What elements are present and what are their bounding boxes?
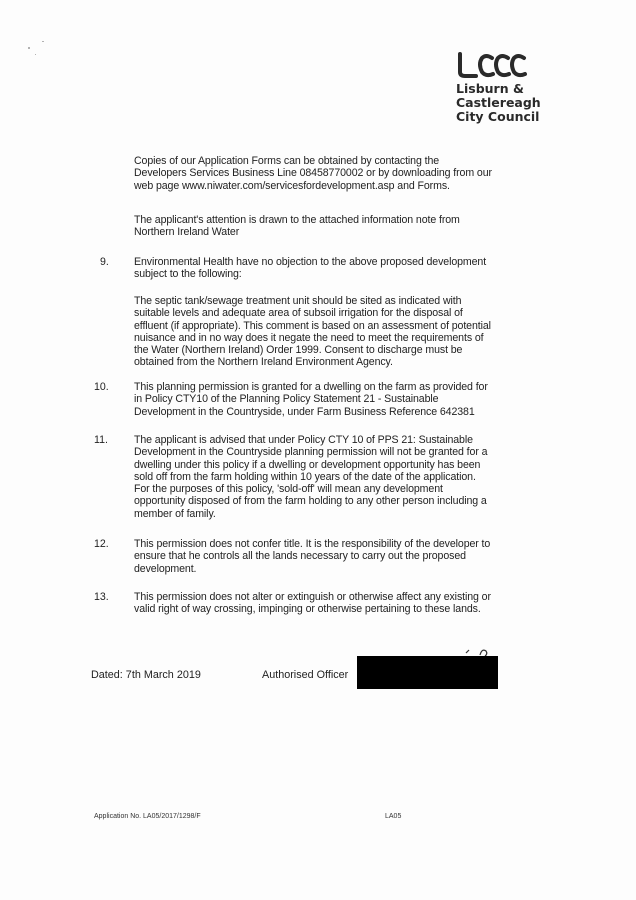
text-line: Copies of our Application Forms can be obtained by contacting the (134, 155, 440, 167)
dated-line: Dated: 7th March 2019 (91, 669, 201, 681)
item-number: 13. (94, 591, 109, 603)
redacted-signature-block (357, 656, 498, 689)
text-line: effluent (if appropriate). This comment is based on an assessment of potential (134, 319, 491, 332)
text-line: Developers Services Business Line 08458770002 or by downloading from our (134, 167, 492, 180)
authorised-officer-label: Authorised Officer (262, 669, 349, 681)
application-number: Application No. LA05/2017/1298/F (94, 813, 201, 820)
text-line: member of family. (134, 507, 216, 520)
text-line: This permission does not alter or extinguish or otherwise affect any existing or (134, 591, 491, 603)
text-line: development. (134, 562, 197, 575)
item-number: 10. (94, 381, 109, 393)
text-line: Northern Ireland Water (134, 226, 240, 239)
item-9-text (134, 256, 534, 281)
text-line: valid right of way crossing, impinging or otherwise pertaining to these lands. (134, 603, 481, 616)
intro-paragraph-ni-water (134, 214, 534, 239)
logo-line-3: City Council (456, 109, 540, 124)
text-line: obtained from the Northern Ireland Environment Agency. (134, 356, 393, 369)
item-number: 11. (94, 434, 108, 446)
intro-paragraph-forms (134, 155, 534, 192)
text-line: suitable levels and adequate area of subsoil irrigation for the disposal of (134, 307, 463, 320)
logo-line-1: Lisburn & (456, 81, 524, 96)
text-line: Environmental Health have no objection to the above proposed development (134, 256, 487, 268)
text-line: dwelling under this policy if a dwelling or development opportunity has been (134, 458, 481, 471)
text-line: nuisance and in no way does it negate the need to meet the requirements of (134, 331, 484, 344)
item-9-sub-paragraph (134, 295, 534, 369)
text-line: The applicant is advised that under Policy CTY 10 of PPS 21: Sustainable (134, 434, 473, 446)
item-11-text (134, 434, 534, 520)
scan-speck (28, 47, 30, 49)
item-number: 9. (100, 256, 109, 268)
text-line: The septic tank/sewage treatment unit should be sited as indicated with (134, 295, 462, 307)
text-line: For the purposes of this policy, 'sold-off' will mean any development (134, 483, 443, 496)
scan-speck (35, 54, 36, 55)
text-line: Development in the Countryside planning permission will not be granted for a (134, 446, 488, 459)
footer-code: LA05 (385, 813, 402, 820)
text-line: ensure that he controls all the lands necessary to carry out the proposed (134, 550, 466, 563)
logo-line-2: Castlereagh (456, 95, 541, 110)
item-13-text (134, 591, 534, 616)
text-line: web page www.niwater.com/servicesfordevelopment.asp and Forms. (134, 179, 450, 192)
text-line: in Policy CTY10 of the Planning Policy Statement 21 - Sustainable (134, 393, 439, 406)
text-line: sold off from the farm holding within 10 years of the date of the application. (134, 470, 476, 483)
text-line: opportunity disposed of from the farm holding to any other person including a (134, 495, 487, 508)
lccc-logo-mark (456, 50, 534, 80)
text-line: This planning permission is granted for a dwelling on the farm as provided for (134, 381, 488, 393)
item-12-text (134, 538, 534, 575)
item-10-text (134, 381, 534, 418)
text-line: Development in the Countryside, under Farm Business Reference 642381 (134, 405, 475, 418)
item-number: 12. (94, 538, 109, 550)
scan-speck (42, 41, 44, 42)
council-logo (456, 50, 566, 124)
text-line: subject to the following: (134, 268, 242, 281)
text-line: This permission does not confer title. It is the responsibility of the developer to (134, 538, 491, 550)
text-line: the Water (Northern Ireland) Order 1999. Consent to discharge must be (134, 344, 463, 357)
text-line: The applicant's attention is drawn to the attached information note from (134, 214, 460, 226)
